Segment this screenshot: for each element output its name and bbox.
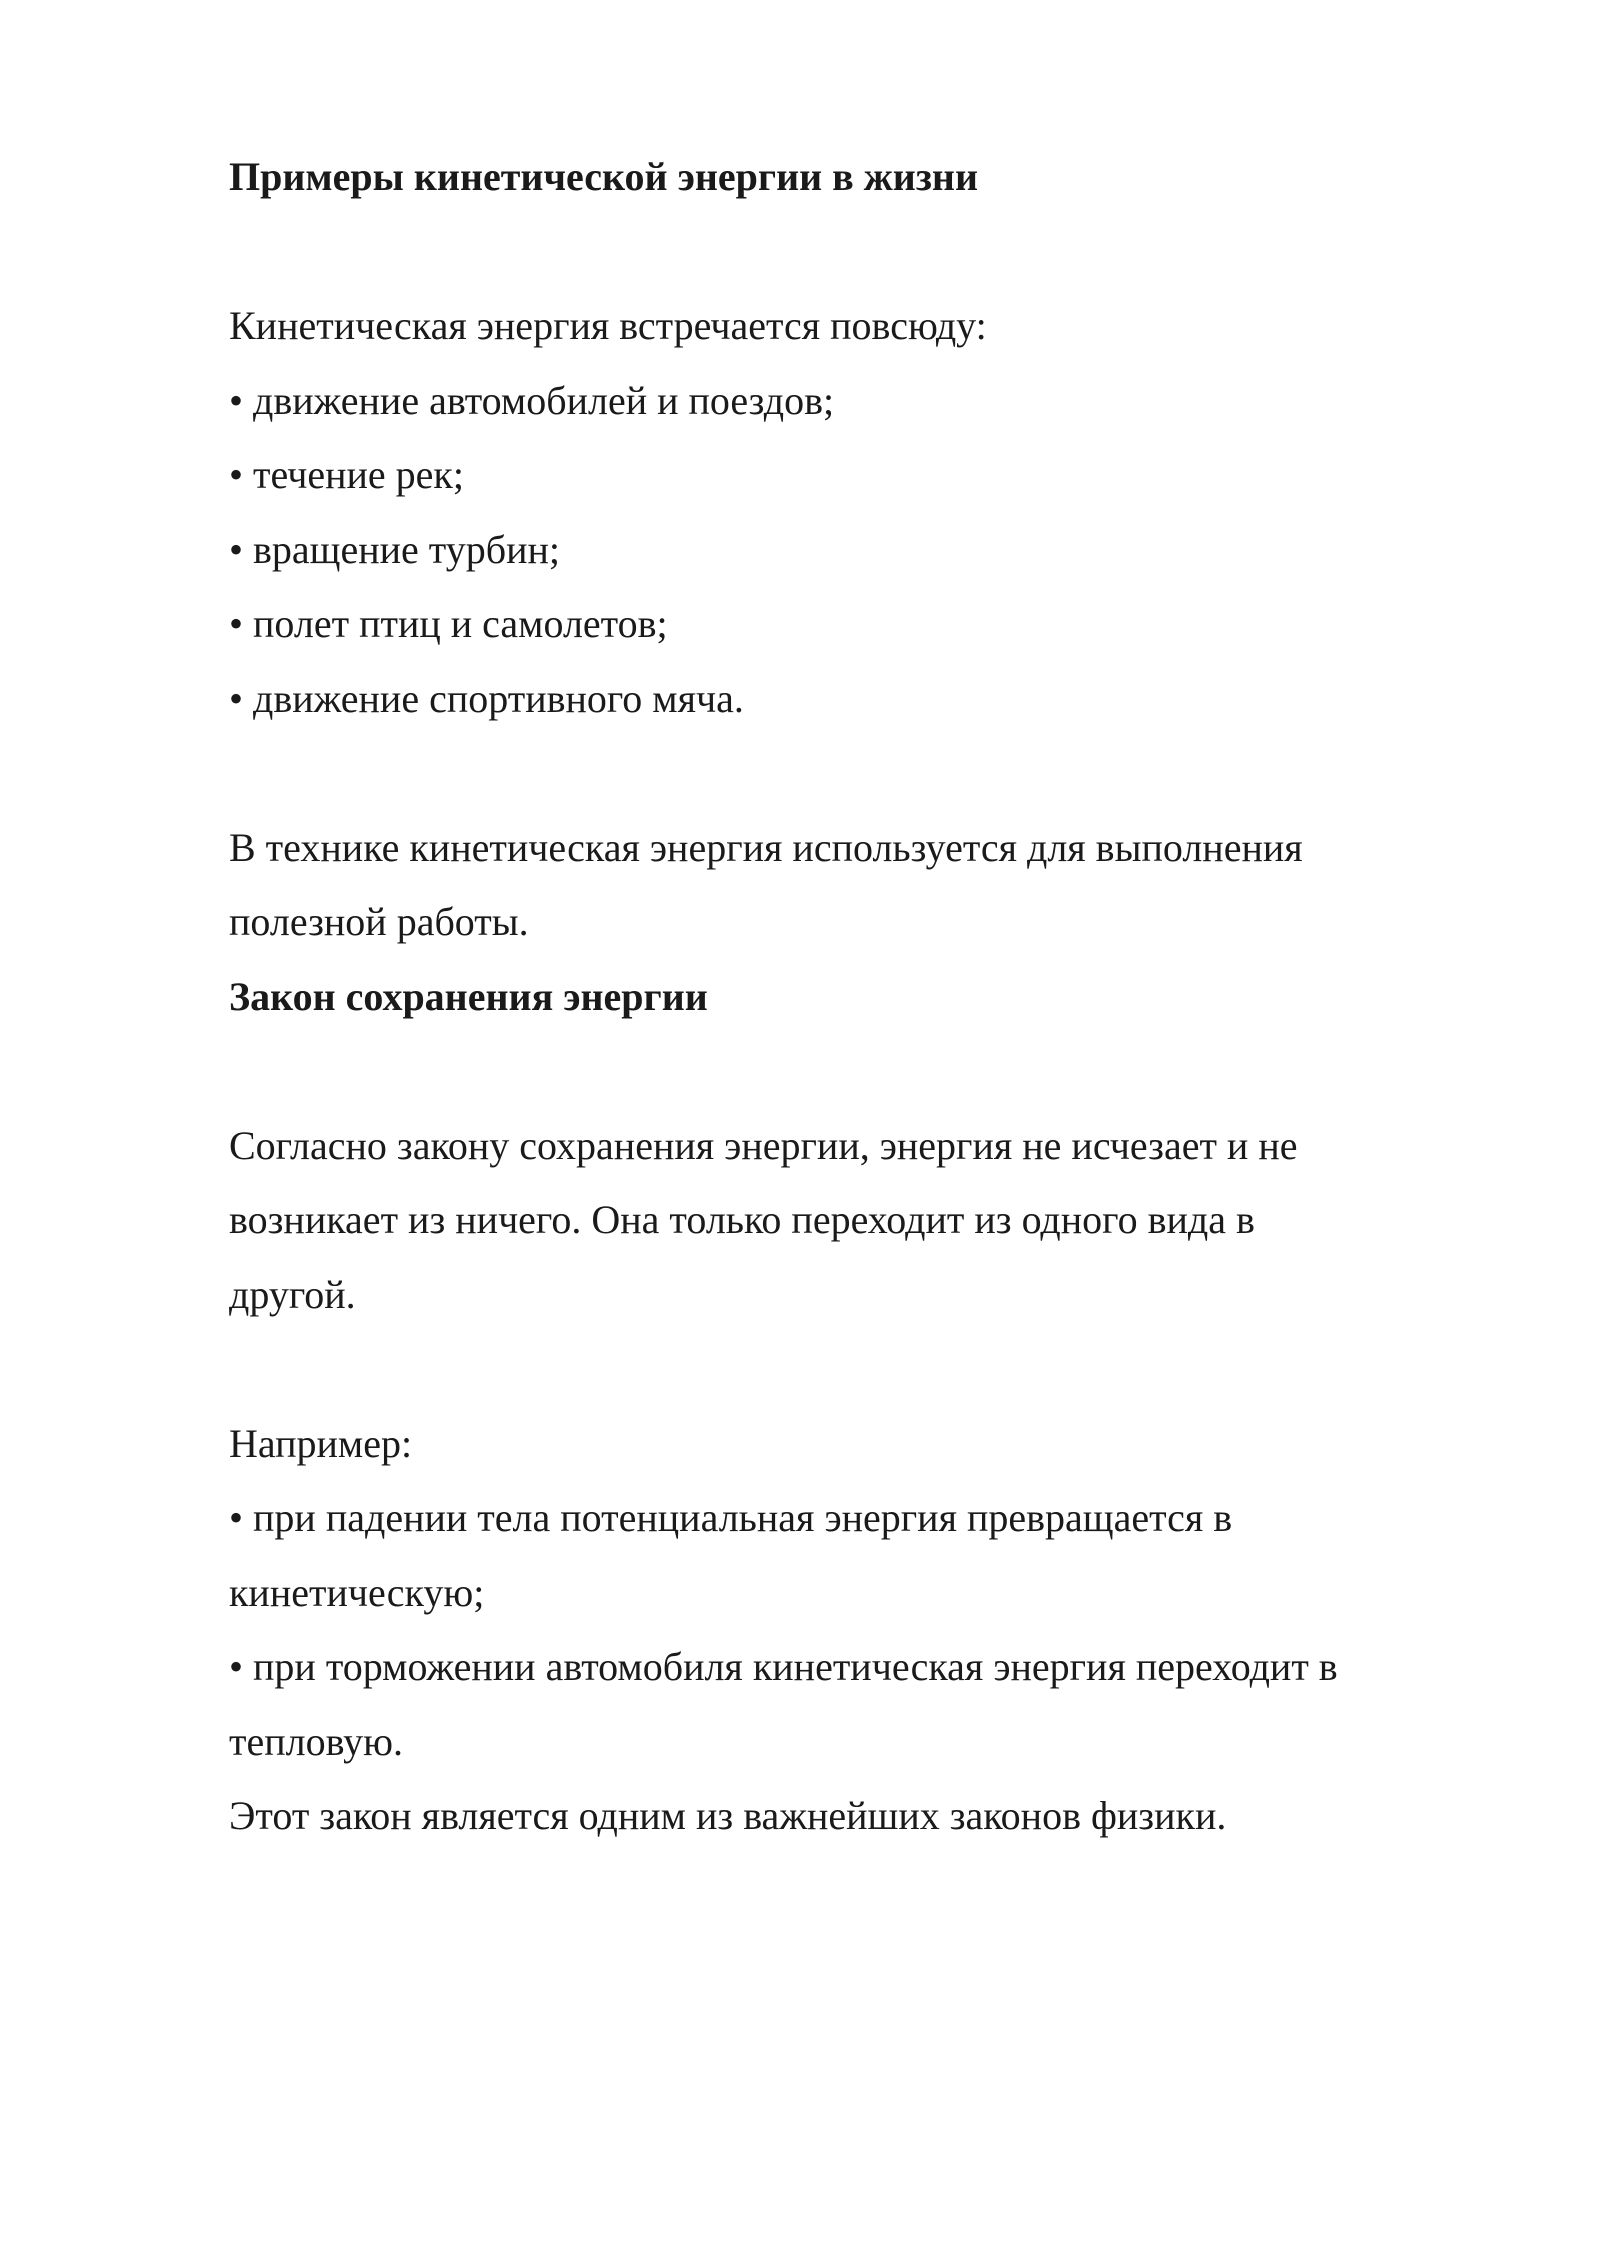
list-item: • течение рек; xyxy=(229,452,464,497)
section-title-examples: Примеры кинетической энергии в жизни xyxy=(229,154,979,199)
examples-intro: Кинетическая энергия встречается повсюду: xyxy=(229,303,987,348)
example-intro: Например: xyxy=(229,1420,413,1466)
paragraph-line: полезной работы. xyxy=(229,899,529,944)
list-item: • движение автомобилей и поездов; xyxy=(229,377,835,423)
list-item: • при торможении автомобиля кинетическая энергия переходит в xyxy=(229,1644,1338,1689)
spacer xyxy=(229,1332,1469,1407)
list-item-continuation: тепловую. xyxy=(229,1718,404,1764)
paragraph-line: В технике кинетическая энергия используется для выполнения xyxy=(229,824,1303,870)
list-item: • вращение турбин; xyxy=(229,526,560,572)
document-page xyxy=(229,140,1469,1854)
spacer xyxy=(229,215,1469,290)
section-title-conservation: Закон сохранения энергии xyxy=(229,973,708,1019)
spacer xyxy=(229,736,1469,811)
list-item: • движение спортивного мяча. xyxy=(229,675,744,721)
paragraph-line: возникает из ничего. Она только переходит из одного вида в xyxy=(229,1197,1255,1242)
paragraph-line: другой. xyxy=(229,1271,356,1317)
conclusion-line: Этот закон является одним из важнейших законов физики. xyxy=(229,1793,1227,1838)
list-item: • при падении тела потенциальная энергия превращается в xyxy=(229,1495,1233,1540)
list-item-continuation: кинетическую; xyxy=(229,1569,485,1615)
list-item: • полет птиц и самолетов; xyxy=(229,601,668,646)
paragraph-line: Согласно закону сохранения энергии, энергия не исчезает и не xyxy=(229,1122,1298,1168)
spacer xyxy=(229,1034,1469,1109)
